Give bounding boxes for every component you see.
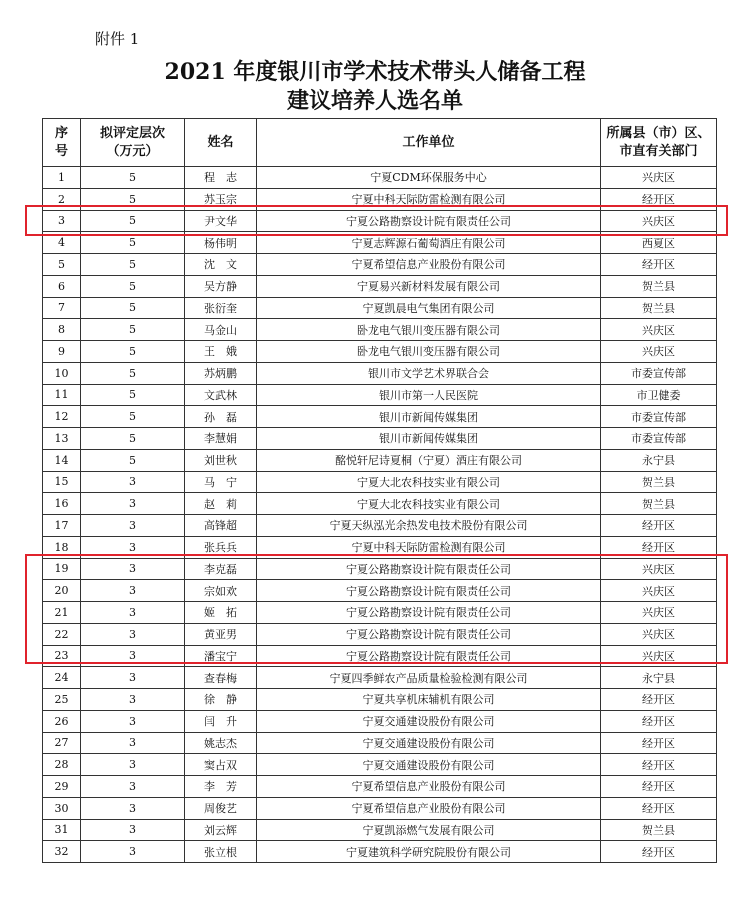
row-name: 闫 升 xyxy=(185,710,257,732)
row-unit: 宁夏中科天际防雷检测有限公司 xyxy=(257,536,601,558)
row-seq: 15 xyxy=(43,471,81,493)
table-row xyxy=(43,689,717,711)
row-unit: 卧龙电气银川变压器有限公司 xyxy=(257,319,601,341)
row-district: 贺兰县 xyxy=(601,471,717,493)
row-level: 3 xyxy=(81,623,185,645)
row-unit: 宁夏CDM环保服务中心 xyxy=(257,167,601,189)
row-district: 经开区 xyxy=(601,536,717,558)
row-unit: 宁夏天纵泓光余热发电技术股份有限公司 xyxy=(257,515,601,537)
row-seq: 17 xyxy=(43,515,81,537)
row-level: 3 xyxy=(81,536,185,558)
row-seq: 31 xyxy=(43,819,81,841)
row-seq: 32 xyxy=(43,841,81,863)
table-row xyxy=(43,362,717,384)
row-seq: 16 xyxy=(43,493,81,515)
table-row xyxy=(43,710,717,732)
table-row xyxy=(43,515,717,537)
highlight-box-rows-19-23 xyxy=(25,554,728,664)
row-unit: 宁夏公路勘察设计院有限责任公司 xyxy=(257,210,601,232)
row-level: 5 xyxy=(81,362,185,384)
row-name: 尹文华 xyxy=(185,210,257,232)
table-row xyxy=(43,471,717,493)
row-district: 贺兰县 xyxy=(601,275,717,297)
row-seq: 18 xyxy=(43,536,81,558)
row-unit: 宁夏交通建设股份有限公司 xyxy=(257,710,601,732)
row-level: 5 xyxy=(81,319,185,341)
row-level: 3 xyxy=(81,580,185,602)
row-level: 3 xyxy=(81,732,185,754)
row-unit: 银川市新闻传媒集团 xyxy=(257,406,601,428)
row-level: 3 xyxy=(81,819,185,841)
row-level: 3 xyxy=(81,710,185,732)
row-seq: 21 xyxy=(43,602,81,624)
row-name: 姚志杰 xyxy=(185,732,257,754)
row-name: 刘世秋 xyxy=(185,449,257,471)
row-name: 张立根 xyxy=(185,841,257,863)
row-level: 3 xyxy=(81,558,185,580)
row-unit: 宁夏交通建设股份有限公司 xyxy=(257,754,601,776)
row-seq: 25 xyxy=(43,689,81,711)
table-row xyxy=(43,428,717,450)
row-unit: 酩悦轩尼诗夏桐（宁夏）酒庄有限公司 xyxy=(257,449,601,471)
row-seq: 12 xyxy=(43,406,81,428)
row-name: 孙 磊 xyxy=(185,406,257,428)
row-seq: 11 xyxy=(43,384,81,406)
row-unit: 宁夏大北农科技实业有限公司 xyxy=(257,471,601,493)
row-district: 经开区 xyxy=(601,188,717,210)
row-district: 西夏区 xyxy=(601,232,717,254)
row-name: 文武林 xyxy=(185,384,257,406)
row-level: 3 xyxy=(81,645,185,667)
row-district: 经开区 xyxy=(601,689,717,711)
row-district: 经开区 xyxy=(601,515,717,537)
row-seq: 28 xyxy=(43,754,81,776)
row-district: 市委宣传部 xyxy=(601,406,717,428)
row-district: 经开区 xyxy=(601,732,717,754)
row-level: 3 xyxy=(81,797,185,819)
row-name: 高锋超 xyxy=(185,515,257,537)
row-seq: 7 xyxy=(43,297,81,319)
row-name: 周俊艺 xyxy=(185,797,257,819)
row-unit: 宁夏建筑科学研究院股份有限公司 xyxy=(257,841,601,863)
row-district: 市卫健委 xyxy=(601,384,717,406)
table-row xyxy=(43,797,717,819)
row-name: 宗如欢 xyxy=(185,580,257,602)
row-unit: 宁夏公路勘察设计院有限责任公司 xyxy=(257,645,601,667)
row-level: 5 xyxy=(81,449,185,471)
header-name: 姓名 xyxy=(185,119,257,167)
table-row xyxy=(43,254,717,276)
row-name: 王 娥 xyxy=(185,341,257,363)
row-unit: 宁夏四季鲜农产品质量检验检测有限公司 xyxy=(257,667,601,689)
row-district: 兴庆区 xyxy=(601,580,717,602)
row-unit: 宁夏公路勘察设计院有限责任公司 xyxy=(257,558,601,580)
row-level: 3 xyxy=(81,776,185,798)
row-level: 3 xyxy=(81,689,185,711)
row-district: 贺兰县 xyxy=(601,297,717,319)
row-seq: 19 xyxy=(43,558,81,580)
header-seq: 序 号 xyxy=(43,119,81,167)
table-row xyxy=(43,819,717,841)
row-seq: 29 xyxy=(43,776,81,798)
row-name: 窦占双 xyxy=(185,754,257,776)
row-seq: 13 xyxy=(43,428,81,450)
row-unit: 银川市新闻传媒集团 xyxy=(257,428,601,450)
row-district: 兴庆区 xyxy=(601,341,717,363)
row-name: 查春梅 xyxy=(185,667,257,689)
row-name: 吴方静 xyxy=(185,275,257,297)
highlight-box-row-3 xyxy=(25,205,728,236)
row-unit: 宁夏公路勘察设计院有限责任公司 xyxy=(257,602,601,624)
row-name: 黄亚男 xyxy=(185,623,257,645)
row-name: 徐 静 xyxy=(185,689,257,711)
row-unit: 银川市第一人民医院 xyxy=(257,384,601,406)
row-seq: 30 xyxy=(43,797,81,819)
row-district: 经开区 xyxy=(601,797,717,819)
row-district: 永宁县 xyxy=(601,667,717,689)
row-seq: 9 xyxy=(43,341,81,363)
row-unit: 卧龙电气银川变压器有限公司 xyxy=(257,341,601,363)
row-seq: 20 xyxy=(43,580,81,602)
row-seq: 22 xyxy=(43,623,81,645)
row-unit: 宁夏凯晨电气集团有限公司 xyxy=(257,297,601,319)
row-name: 姬 拓 xyxy=(185,602,257,624)
header-district: 所属县（市）区、 市直有关部门 xyxy=(601,119,717,167)
row-seq: 8 xyxy=(43,319,81,341)
row-district: 永宁县 xyxy=(601,449,717,471)
row-unit: 宁夏大北农科技实业有限公司 xyxy=(257,493,601,515)
row-seq: 4 xyxy=(43,232,81,254)
row-seq: 10 xyxy=(43,362,81,384)
row-unit: 宁夏希望信息产业股份有限公司 xyxy=(257,797,601,819)
row-level: 3 xyxy=(81,493,185,515)
row-district: 经开区 xyxy=(601,841,717,863)
table-row xyxy=(43,776,717,798)
row-seq: 24 xyxy=(43,667,81,689)
row-district: 兴庆区 xyxy=(601,210,717,232)
row-district: 兴庆区 xyxy=(601,558,717,580)
row-unit: 宁夏希望信息产业股份有限公司 xyxy=(257,776,601,798)
row-name: 杨伟明 xyxy=(185,232,257,254)
row-district: 市委宣传部 xyxy=(601,428,717,450)
row-district: 经开区 xyxy=(601,254,717,276)
row-seq: 1 xyxy=(43,167,81,189)
header-unit: 工作单位 xyxy=(257,119,601,167)
row-unit: 宁夏公路勘察设计院有限责任公司 xyxy=(257,623,601,645)
table-row xyxy=(43,493,717,515)
attachment-label: 附件 1 xyxy=(95,30,140,48)
row-seq: 26 xyxy=(43,710,81,732)
row-unit: 宁夏志辉源石葡萄酒庄有限公司 xyxy=(257,232,601,254)
row-level: 3 xyxy=(81,841,185,863)
row-unit: 宁夏公路勘察设计院有限责任公司 xyxy=(257,580,601,602)
row-level: 3 xyxy=(81,754,185,776)
row-seq: 6 xyxy=(43,275,81,297)
row-unit: 宁夏交通建设股份有限公司 xyxy=(257,732,601,754)
row-level: 3 xyxy=(81,515,185,537)
table-row xyxy=(43,319,717,341)
row-district: 贺兰县 xyxy=(601,493,717,515)
row-level: 5 xyxy=(81,232,185,254)
row-district: 兴庆区 xyxy=(601,623,717,645)
row-seq: 2 xyxy=(43,188,81,210)
row-name: 潘宝宁 xyxy=(185,645,257,667)
row-level: 5 xyxy=(81,254,185,276)
row-name: 刘云辉 xyxy=(185,819,257,841)
row-level: 5 xyxy=(81,210,185,232)
row-unit: 宁夏易兴新材料发展有限公司 xyxy=(257,275,601,297)
row-level: 5 xyxy=(81,188,185,210)
row-name: 李克磊 xyxy=(185,558,257,580)
row-district: 兴庆区 xyxy=(601,645,717,667)
row-name: 沈 文 xyxy=(185,254,257,276)
row-level: 5 xyxy=(81,406,185,428)
row-level: 5 xyxy=(81,297,185,319)
row-name: 马金山 xyxy=(185,319,257,341)
table-row xyxy=(43,275,717,297)
row-level: 3 xyxy=(81,602,185,624)
table-row xyxy=(43,732,717,754)
row-level: 5 xyxy=(81,167,185,189)
row-name: 李慧娟 xyxy=(185,428,257,450)
row-name: 苏玉宗 xyxy=(185,188,257,210)
table-row xyxy=(43,341,717,363)
row-district: 兴庆区 xyxy=(601,602,717,624)
table-row xyxy=(43,449,717,471)
table-header-row xyxy=(43,119,717,167)
row-unit: 宁夏希望信息产业股份有限公司 xyxy=(257,254,601,276)
row-name: 马 宁 xyxy=(185,471,257,493)
table-row xyxy=(43,667,717,689)
row-seq: 5 xyxy=(43,254,81,276)
row-seq: 27 xyxy=(43,732,81,754)
row-seq: 23 xyxy=(43,645,81,667)
table-row xyxy=(43,406,717,428)
row-district: 经开区 xyxy=(601,754,717,776)
row-district: 贺兰县 xyxy=(601,819,717,841)
row-seq: 14 xyxy=(43,449,81,471)
row-name: 张兵兵 xyxy=(185,536,257,558)
row-level: 3 xyxy=(81,667,185,689)
row-level: 3 xyxy=(81,471,185,493)
document-subtitle: 建议培养人选名单 xyxy=(286,88,463,114)
row-unit: 宁夏中科天际防雷检测有限公司 xyxy=(257,188,601,210)
row-unit: 银川市文学艺术界联合会 xyxy=(257,362,601,384)
table-row xyxy=(43,841,717,863)
table-row xyxy=(43,384,717,406)
row-level: 5 xyxy=(81,275,185,297)
row-name: 程 志 xyxy=(185,167,257,189)
document-title: 2021 年度银川市学术技术带头人储备工程 xyxy=(164,59,586,85)
row-district: 经开区 xyxy=(601,710,717,732)
row-district: 市委宣传部 xyxy=(601,362,717,384)
row-name: 张衍奎 xyxy=(185,297,257,319)
row-district: 经开区 xyxy=(601,776,717,798)
table-row xyxy=(43,297,717,319)
table-row xyxy=(43,167,717,189)
row-seq: 3 xyxy=(43,210,81,232)
row-district: 兴庆区 xyxy=(601,167,717,189)
row-unit: 宁夏凯添燃气发展有限公司 xyxy=(257,819,601,841)
header-level: 拟评定层次 （万元） xyxy=(81,119,185,167)
row-unit: 宁夏共享机床辅机有限公司 xyxy=(257,689,601,711)
row-name: 苏炳鹏 xyxy=(185,362,257,384)
row-name: 李 芳 xyxy=(185,776,257,798)
row-level: 5 xyxy=(81,384,185,406)
row-district: 兴庆区 xyxy=(601,319,717,341)
row-level: 5 xyxy=(81,428,185,450)
row-level: 5 xyxy=(81,341,185,363)
row-name: 赵 莉 xyxy=(185,493,257,515)
table-row xyxy=(43,754,717,776)
